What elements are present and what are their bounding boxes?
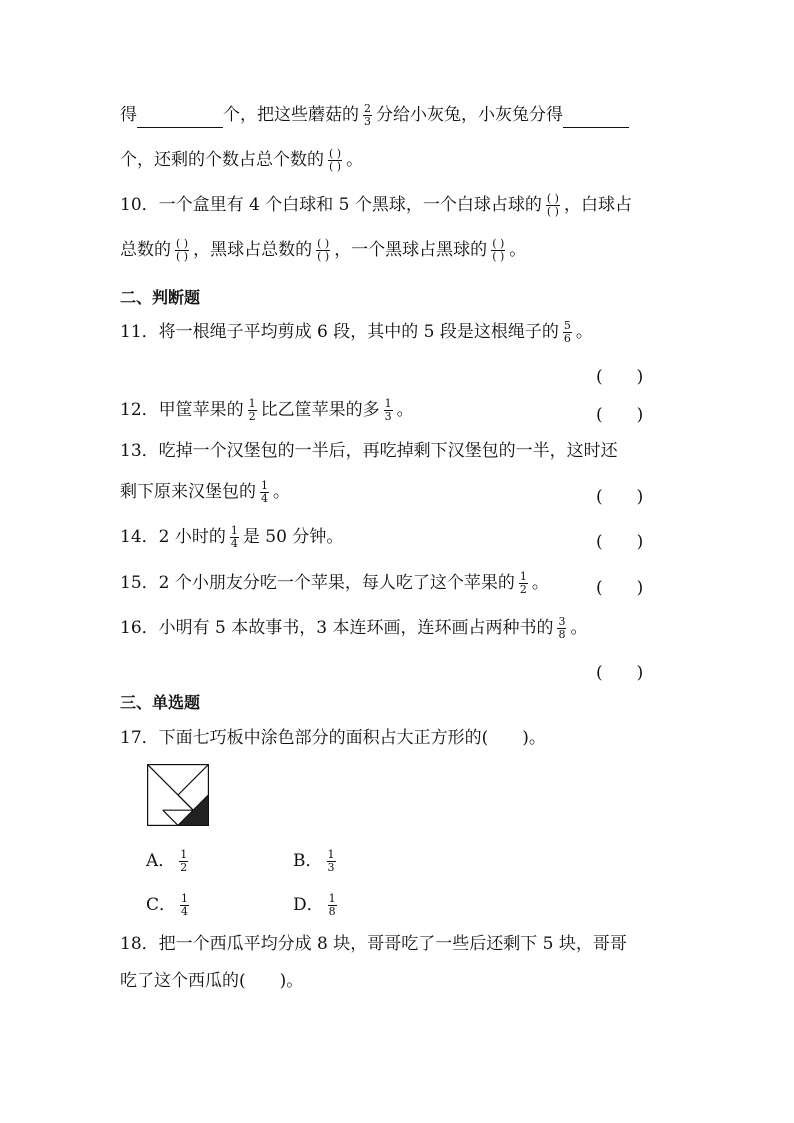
- answer-blank[interactable]: [137, 109, 223, 128]
- question-number: 13．: [120, 441, 159, 461]
- question-number: 11．: [120, 322, 159, 342]
- fraction: $\frac{3}{8}$: [558, 615, 566, 641]
- answer-paren[interactable]: ( ): [596, 487, 644, 507]
- fraction: $\frac{1}{3}$: [384, 397, 392, 423]
- option-b[interactable]: B． $\frac{1}{3}$: [293, 848, 335, 874]
- q9-text: 分给小灰兔，小灰兔分得: [376, 105, 563, 125]
- blank-fraction[interactable]: $\frac{( )}{( )}$: [492, 237, 505, 263]
- question-number: 15．: [120, 573, 159, 593]
- q9-text: 个，把这些蘑菇的: [223, 105, 359, 125]
- q13-line1: 13．吃掉一个汉堡包的一半后，再吃掉剩下汉堡包的一半，这时还: [120, 441, 618, 461]
- fraction: $\frac{2}{3}$: [364, 102, 371, 128]
- blank-fraction[interactable]: $\frac{( )}{( )}$: [317, 237, 330, 263]
- fraction: $\frac{1}{8}$: [328, 892, 336, 918]
- q10-text: 一个盒里有 4 个白球和 5 个黑球，一个白球占球的: [158, 195, 542, 215]
- q12: 12．甲筐苹果的 $\frac{1}{2}$ 比乙筐苹果的多 $\frac{1}{3}$ 。: [120, 397, 414, 423]
- option-c[interactable]: C． $\frac{1}{4}$: [146, 892, 189, 918]
- question-number: 10．: [120, 195, 159, 215]
- question-number: 17．: [120, 728, 159, 748]
- question-number: 14．: [120, 527, 159, 547]
- q9-text: 得: [120, 105, 137, 125]
- q16: 16．小明有 5 本故事书，3 本连环画，连环画占两种书的 $\frac{3}{8}$ 。: [120, 615, 588, 641]
- blank-fraction[interactable]: $\frac{( )}{( )}$: [176, 237, 189, 263]
- fraction: $\frac{1}{2}$: [519, 570, 527, 596]
- q9-text: 个，还剩的个数占总个数的: [120, 150, 324, 170]
- fraction: $\frac{1}{2}$: [180, 848, 188, 874]
- q9-line2: 个，还剩的个数占总个数的 $\frac{( )}{( )}$ 。: [120, 147, 364, 173]
- answer-paren[interactable]: ( ): [596, 578, 644, 598]
- answer-paren[interactable]: ( ): [596, 367, 644, 387]
- q17: 17．下面七巧板中涂色部分的面积占大正方形的( )。: [120, 728, 546, 748]
- q15: 15．2 个小朋友分吃一个苹果，每人吃了这个苹果的 $\frac{1}{2}$ 。: [120, 570, 549, 596]
- q10-line1: 10．一个盒里有 4 个白球和 5 个黑球，一个白球占球的 $\frac{( )}{( )}$ ，白球占: [120, 192, 632, 218]
- q9-line1: [120, 103, 629, 128]
- answer-paren[interactable]: ( ): [596, 405, 644, 425]
- fraction: $\frac{5}{6}$: [563, 319, 571, 345]
- question-number: 16．: [120, 618, 159, 638]
- option-d[interactable]: D． $\frac{1}{8}$: [293, 892, 336, 918]
- q11: 11．将一根绳子平均剪成 6 段，其中的 5 段是这根绳子的 $\frac{5}{6}$ 。: [120, 319, 593, 345]
- tangram-figure: [147, 764, 209, 826]
- q14: 14．2 小时的 $\frac{1}{4}$ 是 50 分钟。: [120, 524, 344, 550]
- question-number: 18．: [120, 934, 159, 954]
- fraction: $\frac{1}{2}$: [248, 397, 256, 423]
- q18-line2: 吃了这个西瓜的( )。: [120, 971, 304, 991]
- blank-fraction[interactable]: $\frac{( )}{( )}$: [546, 192, 559, 218]
- option-a[interactable]: A． $\frac{1}{2}$: [146, 848, 188, 874]
- fraction: $\frac{1}{4}$: [181, 892, 189, 918]
- answer-blank[interactable]: [563, 109, 629, 128]
- answer-paren[interactable]: ( ): [596, 532, 644, 552]
- q18-line1: 18．把一个西瓜平均分成 8 块，哥哥吃了一些后还剩下 5 块，哥哥: [120, 934, 627, 954]
- section-heading: 三、单选题: [120, 693, 201, 712]
- blank-fraction[interactable]: $\frac{( )}{( )}$: [329, 147, 342, 173]
- fraction: $\frac{1}{4}$: [261, 479, 268, 505]
- fraction: $\frac{1}{3}$: [327, 848, 335, 874]
- q13-line2: 剩下原来汉堡包的 $\frac{1}{4}$ 。: [120, 479, 290, 505]
- section-heading: 二、判断题: [120, 288, 201, 307]
- answer-paren[interactable]: ( ): [596, 663, 644, 683]
- question-number: 12．: [120, 400, 159, 420]
- fraction: $\frac{1}{4}$: [230, 524, 238, 550]
- q10-line2: 总数的 $\frac{( )}{( )}$ ，黑球占总数的 $\frac{( )}{( )}$ ，一个黑球占黑球的 $\frac{( )}{( )}$ 。: [120, 237, 527, 263]
